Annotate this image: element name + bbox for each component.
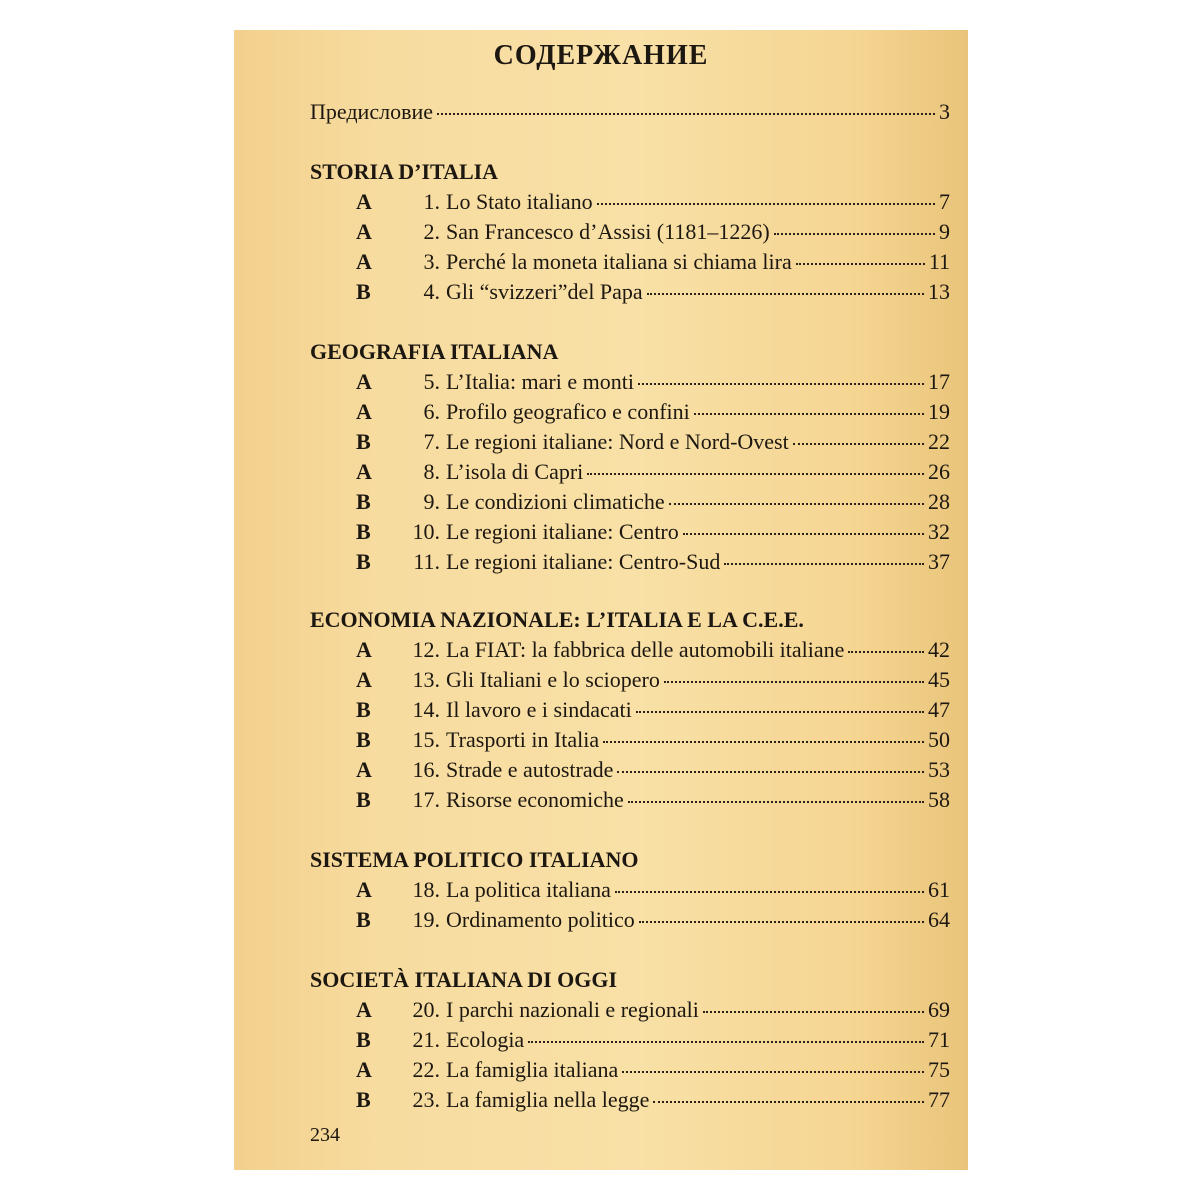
toc-entry-label: Ordinamento politico — [446, 907, 635, 932]
toc-entry-label: La politica italiana — [446, 877, 611, 902]
toc-entry-preface — [310, 98, 950, 126]
level-marker: B — [356, 907, 371, 932]
toc-entry — [446, 488, 950, 516]
toc-entry — [446, 666, 950, 694]
page-number: 234 — [310, 1124, 340, 1146]
chapter-number: 22. — [412, 1057, 440, 1082]
toc-entry-page: 45 — [928, 667, 950, 692]
toc-entry — [446, 548, 950, 576]
level-marker: A — [356, 189, 372, 214]
toc-entry-page: 61 — [928, 877, 950, 902]
toc-entry-label: Strade e autostrade — [446, 757, 614, 782]
toc-entry — [446, 278, 950, 306]
dot-leader — [603, 741, 924, 743]
toc-entry-label: Предисловие — [310, 99, 433, 124]
toc-entry-page: 11 — [928, 249, 950, 274]
dot-leader — [587, 473, 924, 475]
level-marker: B — [356, 1027, 371, 1052]
toc-entry — [446, 428, 950, 456]
chapter-number: 2. — [423, 219, 440, 244]
toc-entry-page: 77 — [928, 1087, 950, 1112]
level-marker: B — [356, 429, 371, 454]
toc-entry-page: 58 — [928, 787, 950, 812]
level-marker: A — [356, 877, 372, 902]
section-title: SISTEMA POLITICO ITALIANO — [310, 847, 639, 872]
toc-entry-page: 37 — [928, 549, 950, 574]
level-marker: A — [356, 757, 372, 782]
section-title: ECONOMIA NAZIONALE: L’ITALIA E LA C.E.E. — [310, 607, 804, 632]
level-marker: A — [356, 459, 372, 484]
toc-entry-page: 19 — [928, 399, 950, 424]
chapter-number: 18. — [412, 877, 440, 902]
toc-entry-label: La famiglia italiana — [446, 1057, 619, 1082]
section-title: SOCIETÀ ITALIANA DI OGGI — [310, 967, 618, 992]
toc-entry-page: 69 — [928, 997, 950, 1022]
toc-entry — [446, 458, 950, 486]
toc-entry — [446, 218, 950, 246]
toc-entry — [446, 1026, 950, 1054]
toc-entry-page: 17 — [928, 369, 950, 394]
level-marker: B — [356, 727, 371, 752]
toc-entry-label: I parchi nazionali e regionali — [446, 997, 699, 1022]
toc-entry-page: 26 — [928, 459, 950, 484]
dot-leader — [638, 383, 924, 385]
toc-entry — [446, 248, 950, 276]
chapter-number: 9. — [423, 489, 440, 514]
toc-entry-label: Trasporti in Italia — [446, 727, 600, 752]
toc-entry-label: La FIAT: la fabbrica delle automobili italiane — [446, 637, 845, 662]
toc-entry — [446, 876, 950, 904]
toc-entry-label: San Francesco d’Assisi (1181–1226) — [446, 219, 770, 244]
toc-entry-page: 64 — [928, 907, 950, 932]
toc-entry-page: 9 — [939, 219, 950, 244]
toc-entry — [446, 1086, 950, 1114]
chapter-number: 15. — [412, 727, 440, 752]
dot-leader — [793, 443, 924, 445]
toc-entry — [446, 906, 950, 934]
chapter-number: 3. — [423, 249, 440, 274]
toc-entry — [446, 786, 950, 814]
dot-leader — [617, 771, 924, 773]
toc-entry-label: Gli Italiani e lo sciopero — [446, 667, 660, 692]
toc-entry-label: Profilo geografico e confini — [446, 399, 690, 424]
chapter-number: 1. — [423, 189, 440, 214]
toc-entry-label: Risorse economiche — [446, 787, 624, 812]
dot-leader — [774, 233, 935, 235]
toc-entry-label: Le regioni italiane: Nord e Nord-Ovest — [446, 429, 789, 454]
dot-leader — [628, 801, 924, 803]
level-marker: A — [356, 249, 372, 274]
level-marker: B — [356, 519, 371, 544]
toc-entry-page: 47 — [928, 697, 950, 722]
toc-entry-label: Le condizioni climatiche — [446, 489, 665, 514]
chapter-number: 5. — [423, 369, 440, 394]
toc-entry — [446, 518, 950, 546]
dot-leader — [615, 891, 924, 893]
chapter-number: 13. — [412, 667, 440, 692]
toc-entry-page: 7 — [939, 189, 950, 214]
section-title: STORIA D’ITALIA — [310, 159, 499, 184]
chapter-number: 4. — [423, 279, 440, 304]
chapter-number: 23. — [412, 1087, 440, 1112]
toc-entry-label: Lo Stato italiano — [446, 189, 593, 214]
toc-entry — [446, 1056, 950, 1084]
toc-entry-label: Perché la moneta italiana si chiama lira — [446, 249, 792, 274]
toc-entry-label: L’Italia: mari e monti — [446, 369, 634, 394]
toc-entry-label: Il lavoro e i sindacati — [446, 697, 632, 722]
dot-leader — [683, 533, 924, 535]
chapter-number: 6. — [423, 399, 440, 424]
dot-leader — [639, 921, 924, 923]
chapter-number: 7. — [423, 429, 440, 454]
level-marker: A — [356, 1057, 372, 1082]
dot-leader — [694, 413, 924, 415]
chapter-number: 12. — [412, 637, 440, 662]
toc-entry-page: 42 — [928, 637, 950, 662]
level-marker: B — [356, 549, 371, 574]
level-marker: A — [356, 997, 372, 1022]
chapter-number: 14. — [412, 697, 440, 722]
dot-leader — [848, 651, 924, 653]
dot-leader — [636, 711, 924, 713]
level-marker: A — [356, 369, 372, 394]
chapter-number: 10. — [412, 519, 440, 544]
toc-entry-label: L’isola di Capri — [446, 459, 584, 484]
toc-entry — [446, 756, 950, 784]
toc-entry-page: 32 — [928, 519, 950, 544]
toc-entry-label: Ecologia — [446, 1027, 525, 1052]
toc-entry — [446, 398, 950, 426]
dot-leader — [622, 1071, 924, 1073]
dot-leader — [664, 681, 924, 683]
toc-entry-page: 50 — [928, 727, 950, 752]
dot-leader — [437, 113, 935, 115]
chapter-number: 17. — [412, 787, 440, 812]
toc-entry-page: 53 — [928, 757, 950, 782]
chapter-number: 8. — [423, 459, 440, 484]
chapter-number: 16. — [412, 757, 440, 782]
chapter-number: 20. — [412, 997, 440, 1022]
toc-entry — [446, 996, 950, 1024]
dot-leader — [669, 503, 924, 505]
dot-leader — [597, 203, 935, 205]
dot-leader — [528, 1041, 924, 1043]
toc-entry — [446, 188, 950, 216]
toc-entry-label: La famiglia nella legge — [446, 1087, 650, 1112]
section-title: GEOGRAFIA ITALIANA — [310, 339, 559, 364]
level-marker: B — [356, 697, 371, 722]
toc-entry-label: Le regioni italiane: Centro — [446, 519, 679, 544]
toc-entry — [446, 368, 950, 396]
toc-entry-page: 3 — [939, 99, 950, 124]
level-marker: B — [356, 489, 371, 514]
toc-entry — [446, 726, 950, 754]
toc-entry-page: 75 — [928, 1057, 950, 1082]
toc-entry-page: 13 — [928, 279, 950, 304]
level-marker: A — [356, 667, 372, 692]
dot-leader — [796, 263, 925, 265]
toc-entry-page: 22 — [928, 429, 950, 454]
chapter-number: 11. — [413, 549, 440, 574]
dot-leader — [647, 293, 924, 295]
page-title: СОДЕРЖАНИЕ — [493, 40, 709, 71]
toc-entry-page: 71 — [928, 1027, 950, 1052]
toc-entry — [446, 636, 950, 664]
book-page — [234, 30, 968, 1170]
level-marker: A — [356, 637, 372, 662]
level-marker: B — [356, 787, 371, 812]
level-marker: A — [356, 219, 372, 244]
level-marker: B — [356, 1087, 371, 1112]
dot-leader — [703, 1011, 924, 1013]
level-marker: A — [356, 399, 372, 424]
toc-entry-label: Gli “svizzeri”del Papa — [446, 279, 643, 304]
chapter-number: 19. — [412, 907, 440, 932]
dot-leader — [653, 1101, 924, 1103]
level-marker: B — [356, 279, 371, 304]
toc-entry-label: Le regioni italiane: Centro-Sud — [446, 549, 721, 574]
toc-entry — [446, 696, 950, 724]
chapter-number: 21. — [412, 1027, 440, 1052]
dot-leader — [724, 563, 924, 565]
toc-entry-page: 28 — [928, 489, 950, 514]
